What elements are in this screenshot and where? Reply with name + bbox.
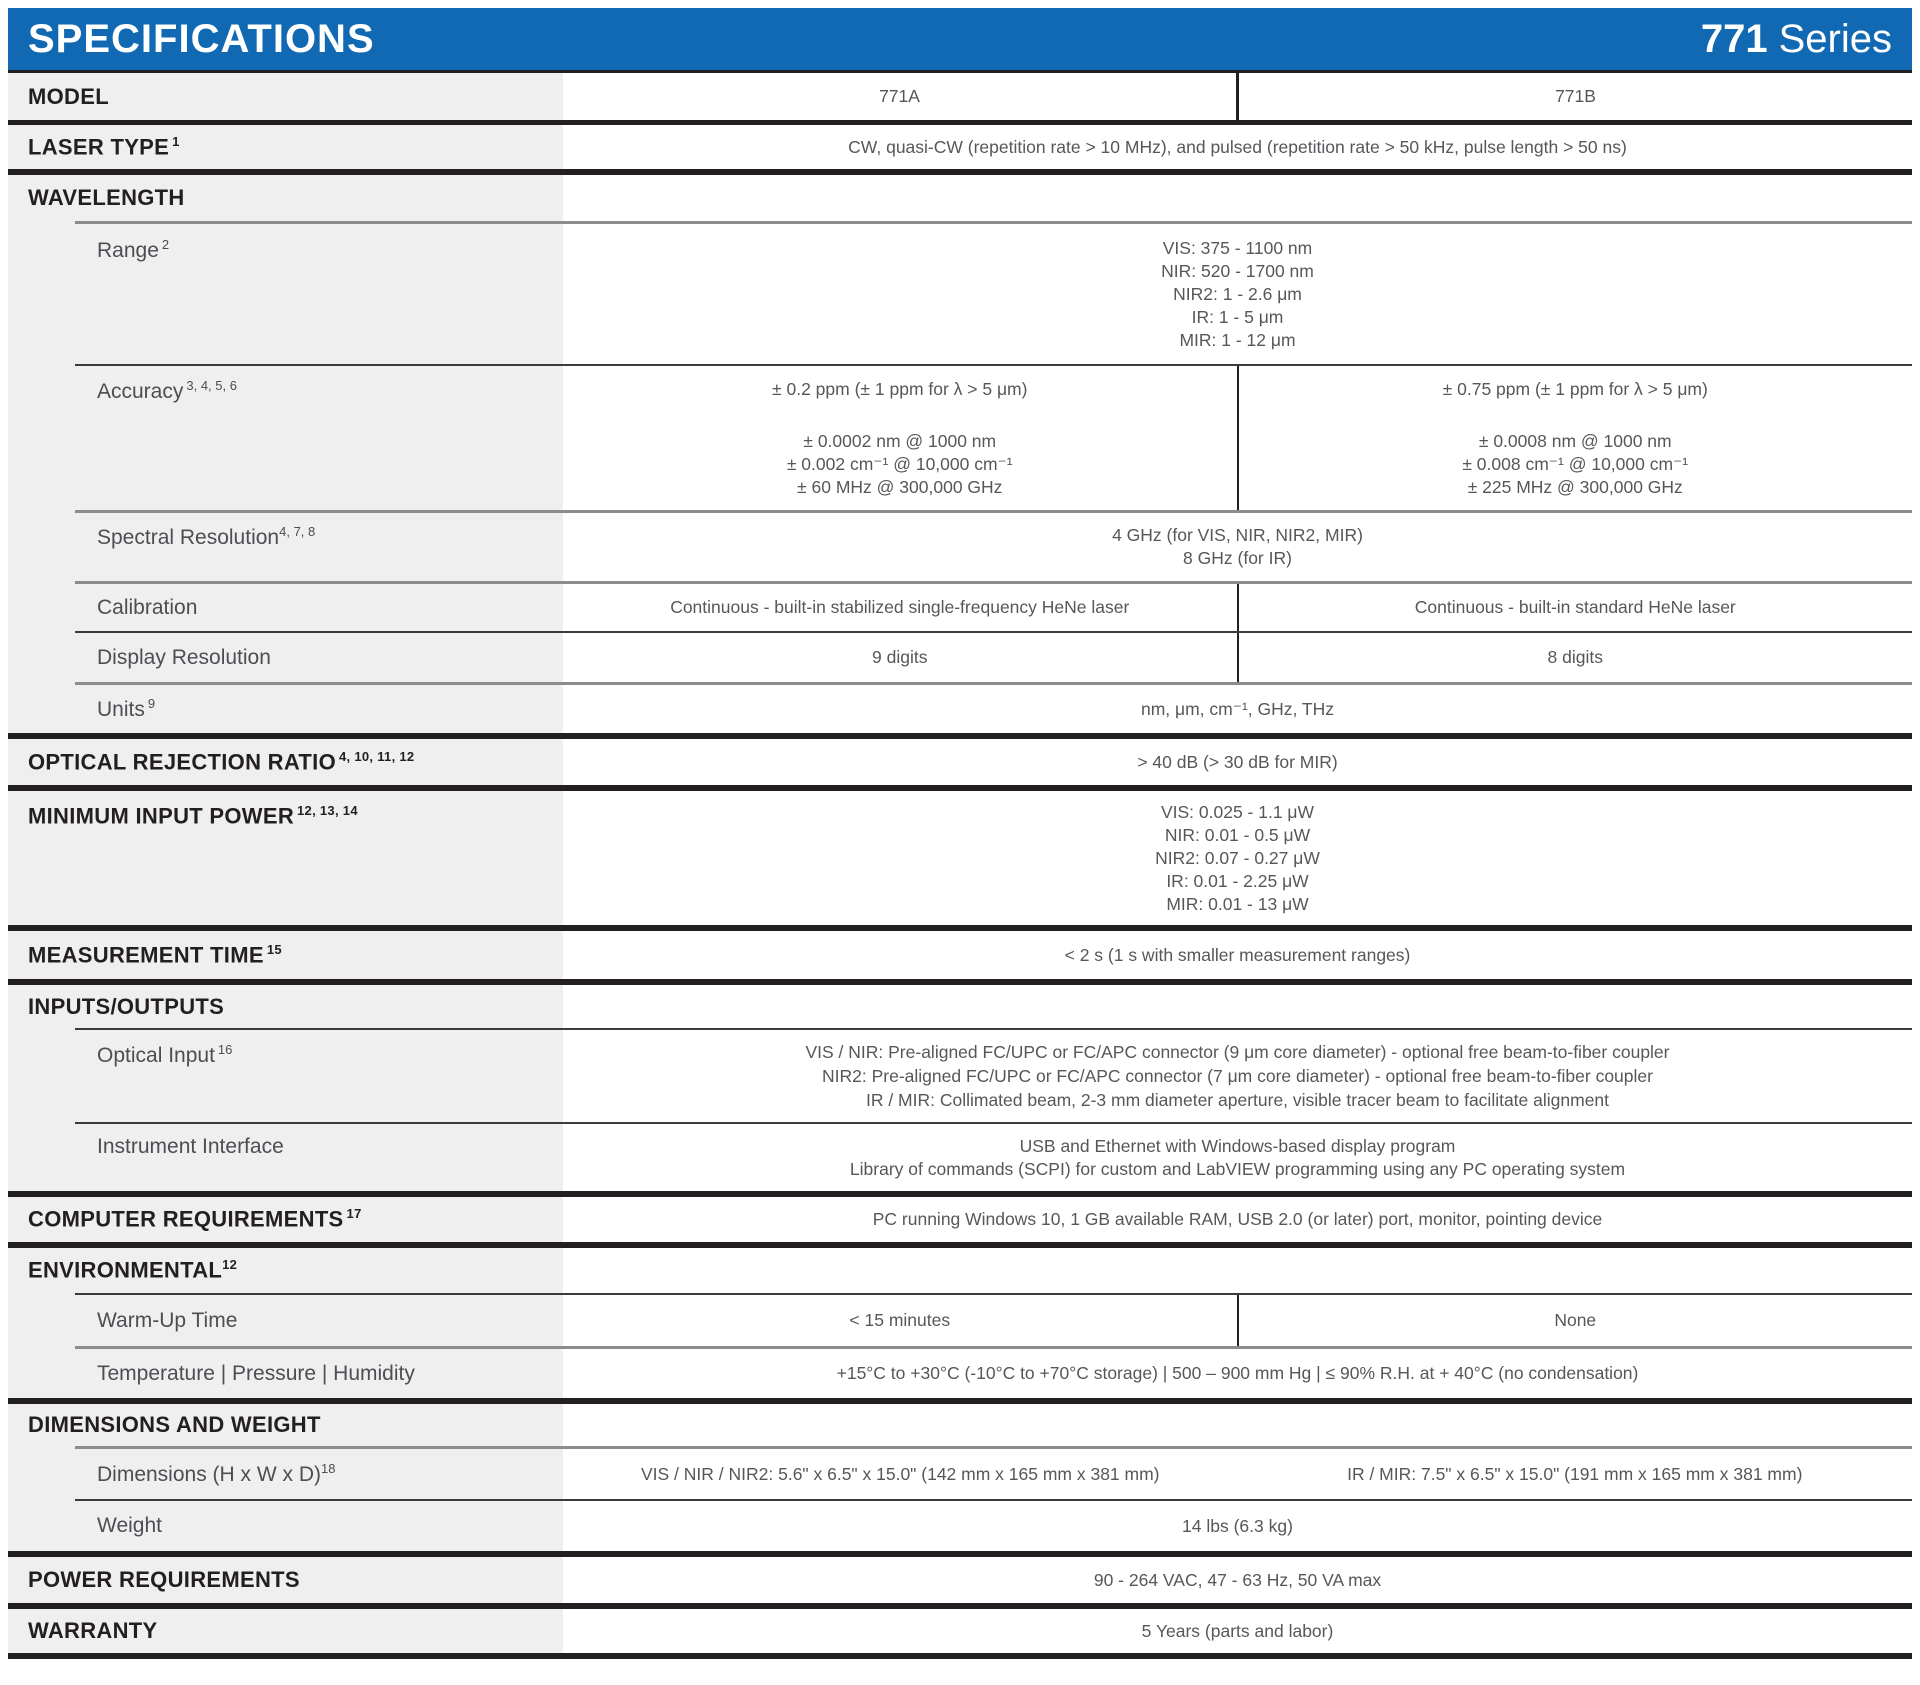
warm-up-time-771a: < 15 minutes [849, 1310, 951, 1330]
instrument-interface-line: Library of commands (SCPI) for custom and LabVIEW programming using any PC operating system [849, 1159, 1626, 1179]
dimensions-vis-nir: VIS / NIR / NIR2: 5.6" x 6.5" x 15.0" (142 mm x 165 mm x 381 mm) [640, 1463, 1160, 1484]
dimensions-weight-section-row [8, 1404, 1912, 1446]
computer-requirements-row [8, 1197, 1912, 1242]
weight-row [8, 1501, 1912, 1551]
units-footnote: 9 [147, 696, 156, 711]
spectral-resolution-footnote: 4, 7, 8 [279, 524, 316, 539]
range-line: NIR2: 1 - 2.6 μm [1173, 284, 1302, 304]
warm-up-time-label-cell [8, 1295, 563, 1346]
environmental-label-text: ENVIRONMENTAL [28, 1257, 223, 1283]
optical-input-line: IR / MIR: Collimated beam, 2-3 mm diameter aperture, visible tracer beam to facilitate alignment [865, 1090, 1610, 1110]
range-values [563, 224, 1912, 364]
warranty-value-cell [563, 1609, 1912, 1653]
optical-input-label [97, 1042, 232, 1068]
spectral-resolution-values [563, 513, 1912, 581]
orr-label [28, 749, 414, 775]
calibration-771b: Continuous - built-in standard HeNe laser [1414, 597, 1736, 617]
page-title: SPECIFICATIONS [28, 16, 375, 61]
instrument-interface-value-cell [563, 1124, 1912, 1191]
model-values [563, 73, 1912, 120]
measurement-time-value-cell [563, 931, 1912, 979]
orr-value: > 40 dB (> 30 dB for MIR) [1137, 751, 1338, 772]
measurement-time-value: < 2 s (1 s with smaller measurement ranges) [1064, 944, 1411, 965]
instrument-interface-label: Instrument Interface [97, 1135, 284, 1158]
min-power-label-text: MINIMUM INPUT POWER [28, 803, 295, 829]
accuracy-771a-line: ± 60 MHz @ 300,000 GHz [797, 477, 1003, 497]
min-power-line: IR: 0.01 - 2.25 μW [1166, 871, 1309, 891]
laser-type-label-cell [8, 125, 563, 169]
computer-requirements-label [28, 1206, 362, 1232]
accuracy-771b-details [1462, 430, 1688, 499]
spectral-resolution-value-cell [563, 513, 1912, 581]
minimum-input-power-row [8, 791, 1912, 925]
dimensions-vis-nir-cell [563, 1449, 1238, 1499]
measurement-time-row [8, 931, 1912, 979]
range-footnote: 2 [161, 237, 170, 252]
dimensions-weight-spacer [563, 1404, 1912, 1446]
display-resolution-row [8, 633, 1912, 682]
series-number: 771 [1700, 16, 1768, 61]
wavelength-section-label-cell [8, 175, 563, 221]
accuracy-771a-line: ± 0.002 cm⁻¹ @ 10,000 cm⁻¹ [786, 454, 1013, 474]
min-power-line: MIR: 0.01 - 13 μW [1166, 894, 1309, 914]
display-resolution-label: Display Resolution [97, 645, 271, 669]
min-power-line: NIR: 0.01 - 0.5 μW [1164, 825, 1311, 845]
accuracy-771b-line: ± 0.008 cm⁻¹ @ 10,000 cm⁻¹ [1462, 454, 1689, 474]
accuracy-label [97, 378, 237, 404]
accuracy-771b-cell [1237, 366, 1913, 510]
instrument-interface-label-cell [8, 1124, 563, 1191]
instrument-interface-values [563, 1124, 1912, 1191]
dimensions-label [97, 1461, 336, 1487]
units-values [563, 685, 1912, 733]
dimensions-values [563, 1449, 1912, 1499]
weight-values [563, 1501, 1912, 1551]
laser-type-values [563, 125, 1912, 169]
range-line: MIR: 1 - 12 μm [1179, 330, 1296, 350]
inputs-outputs-label: INPUTS/OUTPUTS [28, 993, 225, 1019]
temp-pressure-humidity-row [8, 1349, 1912, 1398]
temp-pressure-humidity-label-cell [8, 1349, 563, 1398]
instrument-interface-row [8, 1124, 1912, 1191]
warm-up-time-label: Warm-Up Time [97, 1308, 238, 1332]
computer-requirements-value: PC running Windows 10, 1 GB available RAM, USB 2.0 (or later) port, monitor, pointing device [872, 1209, 1603, 1229]
calibration-label-cell [8, 584, 563, 631]
units-value-cell [563, 685, 1912, 733]
warm-up-time-values [563, 1295, 1912, 1346]
warm-up-time-771b: None [1554, 1310, 1597, 1330]
dimensions-ir-mir-cell [1238, 1449, 1913, 1499]
units-value: nm, μm, cm⁻¹, GHz, THz [1140, 698, 1335, 719]
accuracy-771b-line: ± 0.0008 nm @ 1000 nm [1478, 431, 1672, 451]
series-title [1701, 17, 1892, 62]
model-row-label-cell [8, 73, 563, 120]
min-power-value-cell [563, 791, 1912, 925]
accuracy-771a-line: ± 0.0002 nm @ 1000 nm [803, 431, 997, 451]
units-label-text: Units [97, 698, 145, 721]
power-requirements-row [8, 1557, 1912, 1603]
specifications-sheet [8, 8, 1912, 1659]
spectral-resolution-line: 4 GHz (for VIS, NIR, NIR2, MIR) [1112, 525, 1363, 545]
laser-type-footnote: 1 [172, 133, 180, 149]
series-word: Series [1778, 16, 1892, 61]
orr-footnote: 4, 10, 11, 12 [339, 748, 415, 764]
min-power-footnote: 12, 13, 14 [297, 803, 358, 818]
orr-label-text: OPTICAL REJECTION RATIO [28, 749, 336, 775]
model-row [8, 73, 1912, 120]
orr-value-cell [563, 739, 1912, 785]
optical-input-label-text: Optical Input [97, 1044, 215, 1067]
accuracy-771a-headline: ± 0.2 ppm (± 1 ppm for λ > 5 μm) [772, 379, 1028, 399]
wavelength-section-label: WAVELENGTH [28, 185, 185, 210]
range-line: NIR: 520 - 1700 nm [1161, 261, 1314, 281]
environmental-section-row [8, 1248, 1912, 1293]
calibration-771a-cell [563, 584, 1237, 631]
min-power-line: VIS: 0.025 - 1.1 μW [1160, 802, 1315, 822]
computer-requirements-label-text: COMPUTER REQUIREMENTS [28, 1206, 344, 1232]
model-771a-cell [563, 73, 1236, 120]
spectral-resolution-row [8, 513, 1912, 581]
laser-type-value: CW, quasi-CW (repetition rate > 10 MHz), and pulsed (repetition rate > 50 kHz, pulse length > 50 ns) [848, 136, 1627, 157]
model-771b-cell [1236, 73, 1912, 120]
accuracy-771b-headline: ± 0.75 ppm (± 1 ppm for λ > 5 μm) [1442, 379, 1708, 399]
environmental-footnote: 12 [222, 1257, 238, 1273]
warm-up-time-771a-cell [563, 1295, 1237, 1346]
power-requirements-values [563, 1557, 1912, 1603]
dimensions-row [8, 1449, 1912, 1499]
optical-rejection-ratio-row [8, 739, 1912, 785]
laser-type-row [8, 125, 1912, 169]
weight-value-cell [563, 1501, 1912, 1551]
power-requirements-value: 90 - 264 VAC, 47 - 63 Hz, 50 VA max [1093, 1569, 1382, 1590]
display-resolution-771a-cell [563, 633, 1237, 682]
orr-values [563, 739, 1912, 785]
computer-requirements-footnote: 17 [346, 1206, 362, 1222]
environmental-label [28, 1257, 237, 1283]
computer-requirements-value-cell [563, 1197, 1912, 1242]
optical-input-value-cell [563, 1030, 1912, 1122]
bottom-divider [8, 1653, 1912, 1659]
range-row [8, 224, 1912, 364]
units-row [8, 685, 1912, 733]
dimensions-label-text: Dimensions (H x W x D) [97, 1463, 322, 1486]
environmental-spacer [563, 1248, 1912, 1293]
optical-input-values [563, 1030, 1912, 1122]
warranty-value: 5 Years (parts and labor) [1141, 1620, 1334, 1641]
environmental-label-cell [8, 1248, 563, 1293]
optical-input-label-cell [8, 1030, 563, 1122]
accuracy-771a-cell [563, 366, 1237, 510]
optical-input-line: VIS / NIR: Pre-aligned FC/UPC or FC/APC connector (9 μm core diameter) - optional free beam-to-fiber coupler [805, 1042, 1670, 1062]
laser-type-value-cell [563, 125, 1912, 169]
dimensions-weight-label-cell [8, 1404, 563, 1446]
orr-label-cell [8, 739, 563, 785]
measurement-time-footnote: 15 [266, 941, 282, 957]
model-771b: 771B [1555, 86, 1596, 106]
specifications-banner [8, 8, 1912, 70]
warranty-label: WARRANTY [28, 1618, 158, 1643]
spectral-resolution-label-text: Spectral Resolution [97, 526, 280, 549]
temp-pressure-humidity-value: +15°C to +30°C (-10°C to +70°C storage) | 500 – 900 mm Hg | ≤ 90% R.H. at + 40°C (no condensation) [836, 1363, 1639, 1383]
inputs-outputs-label-cell [8, 985, 563, 1028]
display-resolution-values [563, 633, 1912, 682]
instrument-interface-line: USB and Ethernet with Windows-based display program [1019, 1136, 1456, 1156]
weight-label-cell [8, 1501, 563, 1551]
accuracy-label-text: Accuracy [97, 380, 184, 403]
range-label [97, 237, 169, 263]
power-requirements-label-cell [8, 1557, 563, 1603]
measurement-time-label-cell [8, 931, 563, 979]
range-value-cell [563, 224, 1912, 364]
wavelength-section-spacer [563, 175, 1912, 221]
wavelength-section-row [8, 175, 1912, 221]
inputs-outputs-spacer [563, 985, 1912, 1028]
accuracy-footnote: 3, 4, 5, 6 [186, 378, 237, 393]
temp-pressure-humidity-label: Temperature | Pressure | Humidity [97, 1361, 415, 1385]
laser-type-label-text: LASER TYPE [28, 134, 170, 160]
range-label-cell [8, 224, 563, 364]
dimensions-ir-mir: IR / MIR: 7.5" x 6.5" x 15.0" (191 mm x 165 mm x 381 mm) [1347, 1463, 1803, 1484]
optical-input-footnote: 16 [217, 1042, 233, 1057]
computer-requirements-label-cell [8, 1197, 563, 1242]
measurement-time-label [28, 942, 282, 968]
warm-up-time-row [8, 1295, 1912, 1346]
calibration-label: Calibration [97, 595, 198, 619]
optical-input-line: NIR2: Pre-aligned FC/UPC or FC/APC connector (7 μm core diameter) - optional free beam-to-fiber coupler [822, 1066, 1653, 1086]
range-line: IR: 1 - 5 μm [1191, 307, 1284, 327]
warranty-row [8, 1609, 1912, 1653]
display-resolution-771b-cell [1237, 633, 1913, 682]
temp-pressure-humidity-value-cell [563, 1349, 1912, 1398]
calibration-row [8, 584, 1912, 631]
power-requirements-value-cell [563, 1557, 1912, 1603]
spectral-resolution-label [97, 524, 315, 550]
min-power-label-cell [8, 791, 563, 925]
accuracy-values [563, 366, 1912, 510]
measurement-time-values [563, 931, 1912, 979]
calibration-771a: Continuous - built-in stabilized single-frequency HeNe laser [670, 597, 1130, 617]
min-power-values [563, 791, 1912, 925]
dimensions-weight-label: DIMENSIONS AND WEIGHT [28, 1412, 321, 1437]
units-label-cell [8, 685, 563, 733]
warranty-values [563, 1609, 1912, 1653]
dimensions-footnote: 18 [321, 1461, 336, 1476]
accuracy-771a-details [787, 430, 1013, 499]
units-label [97, 696, 155, 722]
calibration-771b-cell [1237, 584, 1913, 631]
computer-requirements-values [563, 1197, 1912, 1242]
accuracy-label-cell [8, 366, 563, 510]
range-label-text: Range [97, 239, 159, 262]
display-resolution-771a: 9 digits [872, 647, 928, 667]
laser-type-label [28, 134, 180, 160]
temp-pressure-humidity-values [563, 1349, 1912, 1398]
min-power-line: NIR2: 0.07 - 0.27 μW [1155, 848, 1320, 868]
spectral-resolution-line: 8 GHz (for IR) [1183, 548, 1292, 568]
accuracy-771b-line: ± 225 MHz @ 300,000 GHz [1467, 477, 1683, 497]
optical-input-row [8, 1030, 1912, 1122]
calibration-values [563, 584, 1912, 631]
warm-up-time-771b-cell [1237, 1295, 1913, 1346]
min-power-label [28, 803, 358, 829]
model-771a: 771A [879, 86, 920, 106]
display-resolution-label-cell [8, 633, 563, 682]
spectral-resolution-label-cell [8, 513, 563, 581]
range-line: VIS: 375 - 1100 nm [1162, 238, 1313, 258]
measurement-time-label-text: MEASUREMENT TIME [28, 942, 264, 968]
display-resolution-771b: 8 digits [1547, 647, 1603, 667]
power-requirements-label: POWER REQUIREMENTS [28, 1567, 300, 1592]
weight-label: Weight [97, 1514, 162, 1537]
dimensions-label-cell [8, 1449, 563, 1499]
warranty-label-cell [8, 1609, 563, 1653]
accuracy-row [8, 366, 1912, 510]
weight-value: 14 lbs (6.3 kg) [1182, 1515, 1293, 1536]
inputs-outputs-section-row [8, 985, 1912, 1028]
model-label: MODEL [28, 83, 109, 109]
